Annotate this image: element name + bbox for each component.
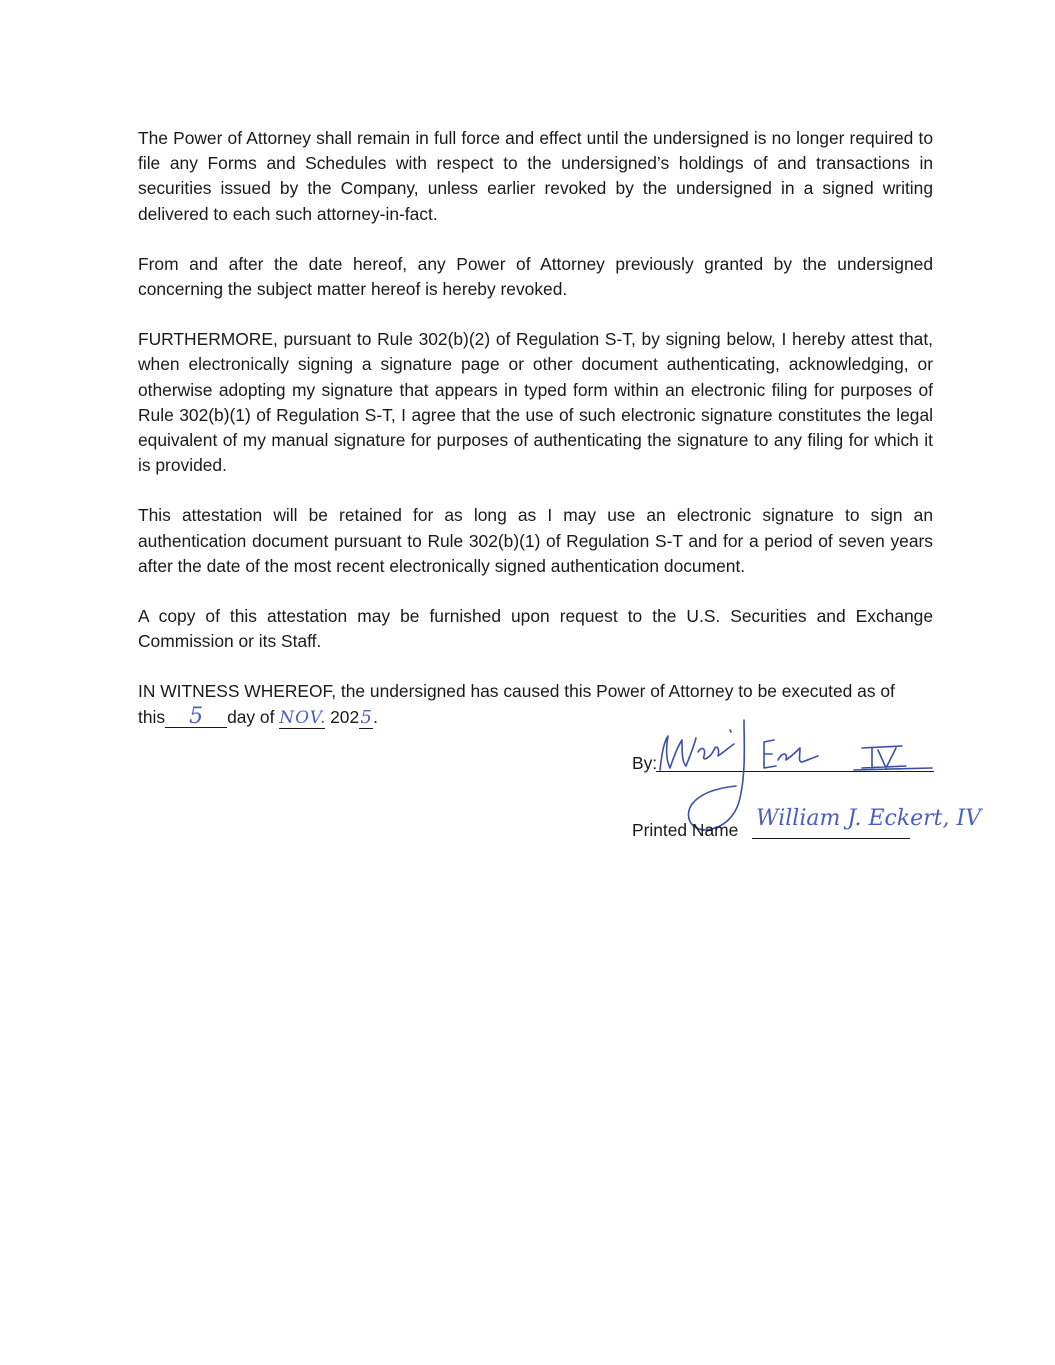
day-handwritten: 5	[189, 703, 204, 729]
witness-line: IN WITNESS WHEREOF, the undersigned has caused this Power of Attorney to be executed as of	[138, 681, 895, 702]
witness-this-label: this	[138, 706, 166, 727]
by-label: By:	[632, 753, 658, 773]
witness-period: .	[373, 706, 378, 727]
printed-name-label: Printed Name	[632, 820, 739, 840]
witness-day-of-label: day of	[227, 706, 275, 727]
printed-name-handwritten: William J. Eckert, IV	[756, 806, 982, 831]
month-handwritten: NOV.	[279, 707, 327, 728]
year-digit-handwritten: 5	[360, 706, 372, 728]
year-prefix: 202	[330, 706, 360, 727]
day-blank	[165, 703, 227, 729]
year-blank	[359, 707, 373, 729]
paragraph-retention: This attestation will be retained for as long as I may use an electronic signature to sign an authentication document pursuant to Rule 302(b)(1) of Regulation S-T and for a period of seven years after the date of the most recent electronically signed authentication document.	[138, 505, 933, 576]
month-blank	[279, 707, 325, 729]
paragraph-term: The Power of Attorney shall remain in full force and effect until the undersigned is no longer required to file any Forms and Schedules with respect to the undersigned’s holdings of and transactions in securities issued by the Company, unless earlier revoked by the undersigned in a signed writing delivered to each such attorney-in-fact.	[138, 128, 933, 224]
printed-name-line	[752, 838, 910, 839]
paragraph-attestation: FURTHERMORE, pursuant to Rule 302(b)(2) of Regulation S-T, by signing below, I hereby attest that, when electronically signing a signature page or other document authenticating, acknowledging, or otherwise adopting my signature that appears in typed form within an electronic filing for purposes of Rule 302(b)(1) of Regulation S-T, I agree that the use of such electronic signature constitutes the legal equivalent of my manual signature for purposes of authenticating the signature to any filing for which it is provided.	[138, 329, 933, 476]
paragraph-furnish: A copy of this attestation may be furnished upon request to the U.S. Securities and Exchange Commission or its Staff.	[138, 606, 933, 652]
paragraph-revocation: From and after the date hereof, any Power of Attorney previously granted by the undersigned concerning the subject matter hereof is hereby revoked.	[138, 253, 933, 300]
document-body	[138, 126, 933, 730]
